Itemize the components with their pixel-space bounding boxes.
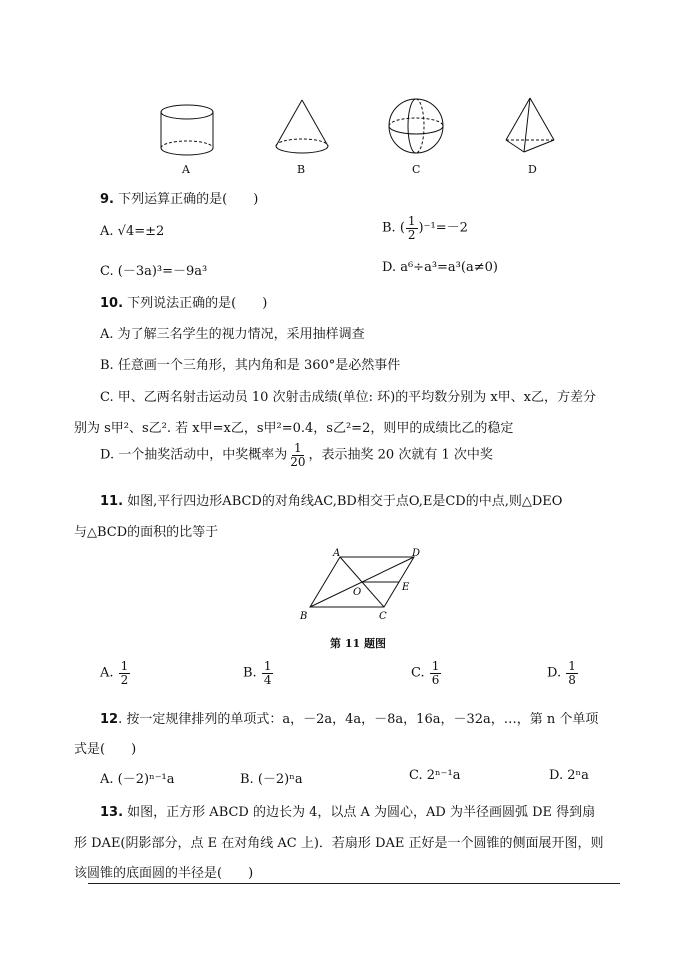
option-text: D. 一个抽奖活动中，中奖概率为: [100, 447, 288, 463]
figure-label-b: B: [297, 163, 306, 176]
tetrahedron-figure: [506, 98, 554, 152]
question-10-stem: [100, 292, 267, 311]
footer-divider: [88, 883, 620, 884]
fraction-numerator: 1: [407, 214, 416, 228]
question-text: 如图，正方形 ABCD 的边长为 4，以点 A 为圆心，AD 为半径画圆弧 DE 得到扇: [127, 805, 596, 820]
fig-label-a: A: [333, 548, 341, 559]
question-11-stem-line2: 与△BCD的面积的比等于: [74, 525, 219, 540]
q10-option-a: A. 为了解三名学生的视力情况，采用抽样调查: [100, 327, 365, 342]
question-12-stem-line1: [100, 708, 598, 727]
q11-option-b: [243, 660, 274, 686]
fig-label-d: D: [412, 548, 421, 559]
fraction: [406, 215, 418, 241]
option-label: A.: [100, 224, 114, 239]
question-number: 9.: [100, 192, 114, 207]
option-label: D.: [547, 665, 562, 681]
parallelogram-figure: [290, 545, 430, 625]
fraction-denominator: 4: [263, 672, 272, 687]
fraction-denominator: 20: [290, 454, 306, 469]
question-13-stem-line2: 形 DAE(阴影部分，点 E 在对角线 AC 上)．若扇形 DAE 正好是一个圆锥的侧面展开图，则: [74, 836, 604, 851]
option-label: C.: [411, 665, 425, 681]
question-number: 12: [100, 712, 119, 727]
option-label: B.: [243, 665, 257, 681]
question-number: 11.: [100, 494, 124, 509]
fraction-denominator: 2: [407, 227, 416, 242]
fraction-denominator: 2: [120, 672, 129, 687]
fraction: [262, 660, 274, 686]
question-text: 下列说法正确的是( ): [127, 296, 268, 311]
option-text: )⁻¹=－2: [418, 220, 468, 236]
question-13-stem-line1: [100, 801, 595, 820]
fig-label-c: C: [379, 611, 387, 622]
question-11-stem-line1: [100, 490, 562, 509]
q11-option-c: [411, 660, 442, 686]
figure-label-a: A: [182, 163, 190, 176]
question-text: 如图,平行四边形ABCD的对角线AC,BD相交于点O,E是CD的中点,则△DEO: [127, 494, 563, 509]
fraction-numerator: 1: [263, 659, 272, 673]
q9-option-d: D. a⁶÷a³=a³(a≠0): [382, 260, 498, 275]
q10-option-c-line2: 别为 s甲²、s乙². 若 x甲=x乙，s甲²=0.4，s乙²=2，则甲的成绩比乙的稳定: [74, 421, 514, 436]
question-number: 10.: [100, 296, 124, 311]
q12-option-d: D. 2ⁿa: [549, 768, 589, 783]
fraction-numerator: 1: [431, 659, 440, 673]
fraction: [288, 442, 307, 468]
fraction-numerator: 1: [568, 659, 576, 673]
option-label: B.: [382, 220, 396, 236]
figure-label-d: D: [528, 163, 537, 176]
option-label: A.: [100, 665, 114, 681]
q9-option-c: C. (－3a)³=－9a³: [100, 264, 208, 279]
fig-label-b: B: [300, 611, 308, 622]
question-text: 下列运算正确的是( ): [118, 192, 259, 207]
option-text: (: [399, 220, 405, 236]
q10-option-b: B. 任意画一个三角形，其内角和是 360°是必然事件: [100, 358, 401, 373]
cone-figure: [276, 100, 328, 153]
q9-option-a: [100, 224, 164, 239]
sphere-figure: [389, 99, 443, 153]
q10-option-d: [100, 442, 493, 468]
q9-option-b: [382, 215, 468, 241]
question-text: . 按一定规律排列的单项式：a，－2a，4a，－8a，16a，－32a，…，第 n 个单项: [118, 712, 599, 727]
q12-option-b: B. (－2)ⁿa: [240, 772, 303, 787]
fraction-numerator: 1: [294, 441, 302, 455]
fraction-numerator: 1: [120, 659, 129, 673]
q10-option-c-line1: C. 甲、乙两名射击运动员 10 次射击成绩(单位: 环)的平均数分别为 x甲、x乙，方差分: [100, 390, 597, 405]
question-number: 13.: [100, 805, 124, 820]
question-9-stem: [100, 188, 258, 207]
fraction: [566, 660, 578, 686]
fig-label-o: O: [353, 587, 362, 598]
option-text: √4=±2: [117, 224, 165, 239]
question-12-stem-line2: 式是( ): [74, 742, 137, 757]
cylinder-figure: [161, 105, 213, 155]
solid-figures: [150, 92, 570, 182]
q12-option-a: A. (－2)ⁿ⁻¹a: [100, 772, 175, 787]
fig-label-e: E: [402, 582, 410, 593]
fraction: [430, 660, 442, 686]
fraction: [119, 660, 131, 686]
q11-option-d: [547, 660, 579, 686]
fraction-denominator: 8: [568, 672, 576, 687]
option-text: ，表示抽奖 20 次就有 1 次中奖: [308, 447, 493, 463]
figure-label-c: C: [412, 163, 421, 176]
figure-caption: 第 11 题图: [330, 637, 386, 650]
question-13-stem-line3: 该圆锥的底面圆的半径是( ): [74, 866, 254, 881]
q11-option-a: [100, 660, 131, 686]
fraction-denominator: 6: [431, 672, 440, 687]
q12-option-c: C. 2ⁿ⁻¹a: [409, 768, 461, 783]
